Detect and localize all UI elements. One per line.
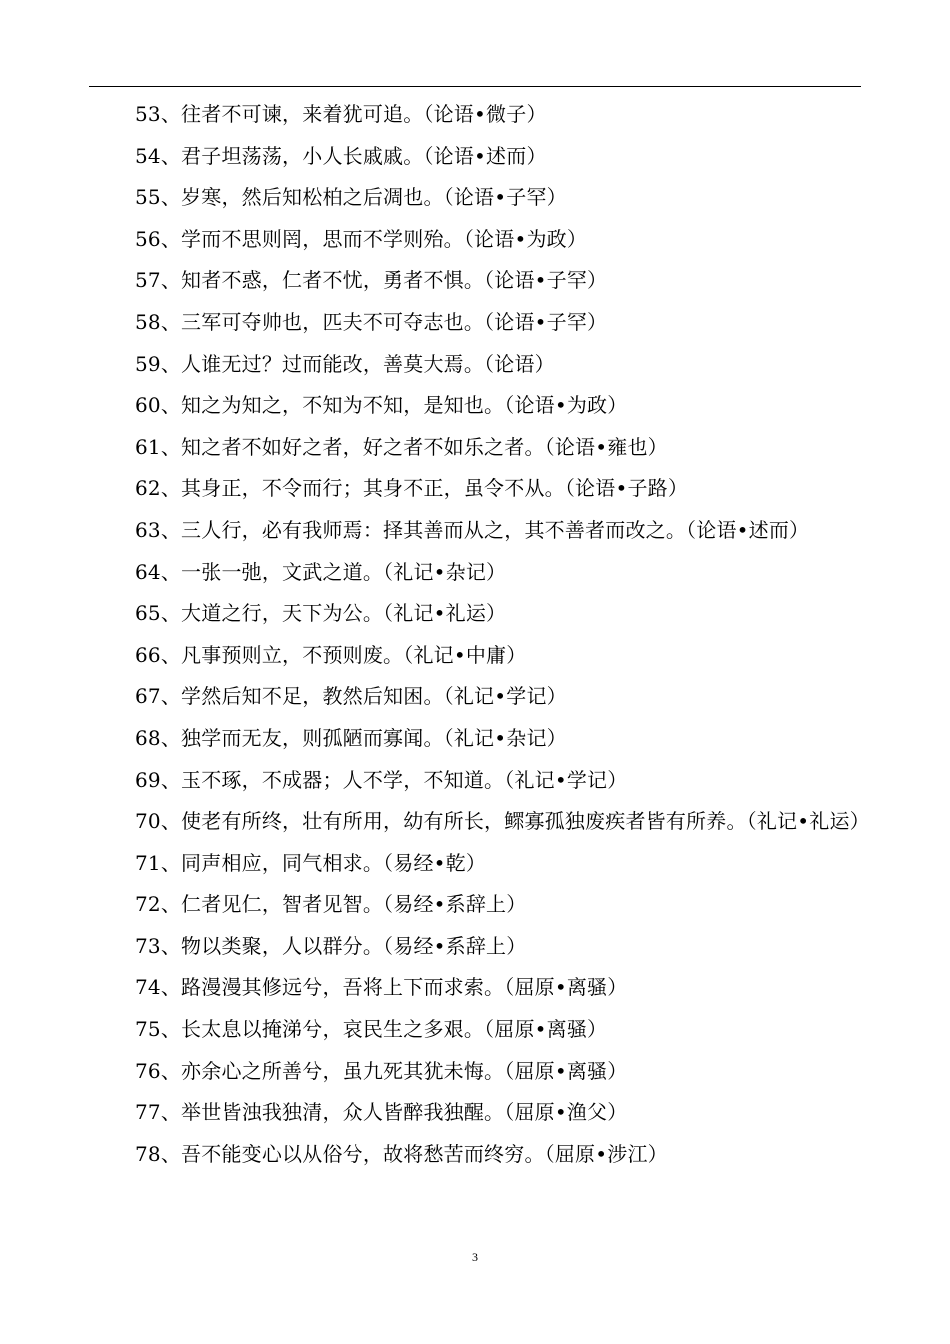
page-number: 3	[472, 1250, 478, 1264]
list-item: 75、长太息以掩涕兮，哀民生之多艰。（屈原•离骚）	[135, 1017, 608, 1042]
list-item: 71、同声相应，同气相求。（易经•乾）	[135, 850, 487, 875]
list-item: 73、物以类聚，人以群分。（易经•系辞上）	[135, 933, 527, 958]
list-item: 56、学而不思则罔，思而不学则殆。（论语•为政）	[135, 226, 588, 251]
header-rule	[89, 86, 861, 87]
list-item: 62、其身正，不令而行；其身不正，虽令不从。（论语•子路）	[135, 476, 689, 501]
list-item: 63、三人行，必有我师焉：择其善而从之，其不善者而改之。（论语•述而）	[135, 517, 810, 542]
list-item: 58、三军可夺帅也，匹夫不可夺志也。（论语•子罕）	[135, 309, 608, 334]
list-item: 76、亦余心之所善兮，虽九死其犹未悔。（屈原•离骚）	[135, 1058, 628, 1083]
list-item: 59、人谁无过？过而能改，善莫大焉。（论语）	[135, 351, 555, 376]
list-item: 53、往者不可谏，来着犹可追。（论语•微子）	[135, 102, 547, 126]
list-item: 78、吾不能变心以从俗兮，故将愁苦而终穷。（屈原•涉江）	[135, 1141, 668, 1166]
list-item: 67、学然后知不足，教然后知困。（礼记•学记）	[135, 684, 567, 709]
list-item: 66、凡事预则立，不预则废。（礼记•中庸）	[135, 642, 527, 667]
list-item: 72、仁者见仁，智者见智。（易经•系辞上）	[135, 892, 527, 917]
list-item: 65、大道之行，天下为公。（礼记•礼运）	[135, 601, 507, 626]
list-item: 74、路漫漫其修远兮，吾将上下而求索。（屈原•离骚）	[135, 975, 628, 1000]
list-item: 61、知之者不如好之者，好之者不如乐之者。（论语•雍也）	[135, 434, 668, 459]
list-item: 57、知者不惑，仁者不忧，勇者不惧。（论语•子罕）	[135, 268, 608, 293]
list-item: 77、举世皆浊我独清，众人皆醉我独醒。（屈原•渔父）	[135, 1100, 628, 1125]
list-item: 68、独学而无友，则孤陋而寡闻。（礼记•杂记）	[135, 725, 567, 750]
list-item: 55、岁寒，然后知松柏之后凋也。（论语•子罕）	[135, 185, 567, 210]
list-item: 54、君子坦荡荡，小人长戚戚。（论语•述而）	[135, 143, 547, 168]
list-item: 60、知之为知之，不知为不知，是知也。（论语•为政）	[135, 393, 628, 418]
list-item: 64、一张一弛，文武之道。（礼记•杂记）	[135, 559, 507, 584]
list-item: 69、玉不琢，不成器；人不学，不知道。（礼记•学记）	[135, 767, 628, 792]
list-item: 70、使老有所终，壮有所用，幼有所长，鳏寡孤独废疾者皆有所养。（礼记•礼运）	[135, 809, 870, 834]
quote-list	[89, 94, 870, 1175]
